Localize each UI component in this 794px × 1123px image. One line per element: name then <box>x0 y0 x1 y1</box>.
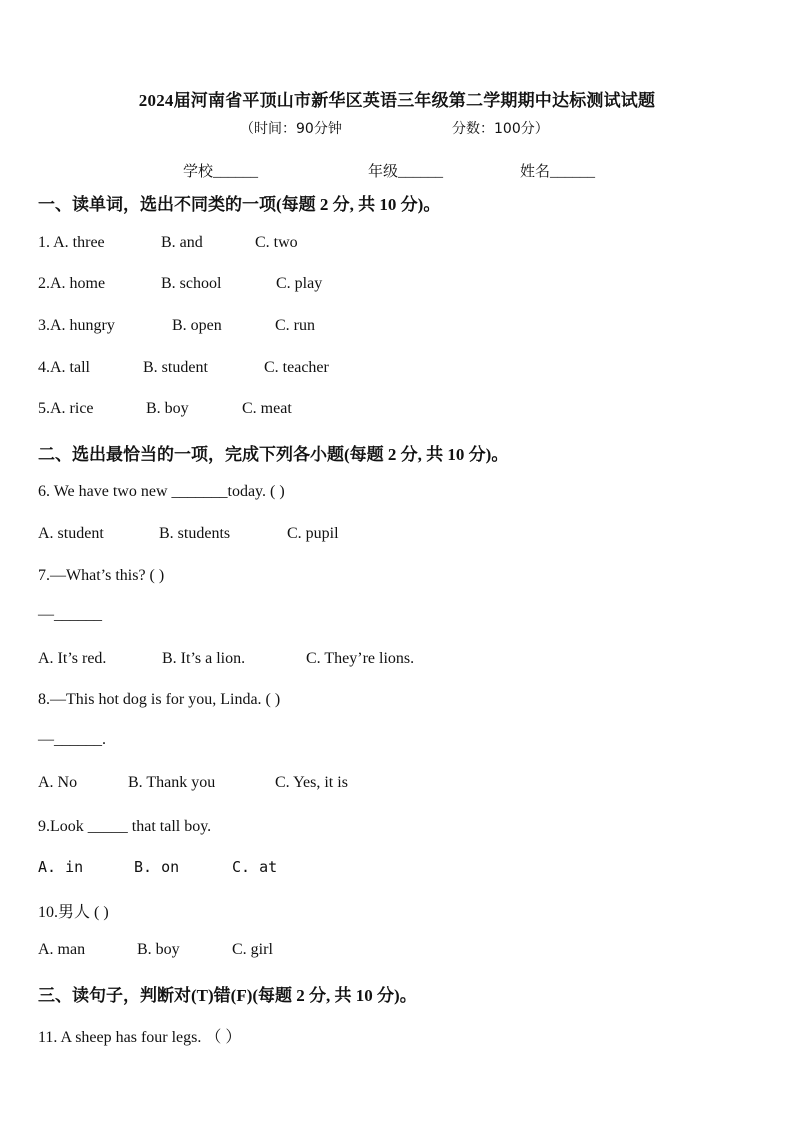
question-10-stem: 10.男人 ( ) <box>38 904 109 921</box>
q9-option-a: A. in <box>38 858 84 876</box>
q8-option-a: A. No <box>38 774 78 791</box>
question-6-stem: 6. We have two new _______today. ( ) <box>38 483 285 500</box>
question-7-answer-blank: —______ <box>38 606 102 623</box>
question-8-stem: 8.—This hot dog is for you, Linda. ( ) <box>38 691 281 708</box>
q6-option-c: C. pupil <box>287 525 339 542</box>
q9-text: 9.Look _____ that tall boy. <box>38 818 212 835</box>
question-7-stem: 7.—What’s this? ( ) <box>38 567 165 584</box>
q5-option-b: B. boy <box>146 400 189 417</box>
q3-option-a: 3.A. hungry <box>38 317 115 334</box>
q2-option-a: 2.A. home <box>38 275 106 292</box>
grade-field: 年级______ <box>368 164 444 180</box>
q6-option-b: B. students <box>159 525 231 542</box>
section1-heading: 一、读单词，选出不同类的一项(每题 2 分, 共 10 分)。 <box>38 195 441 214</box>
q5-option-a: 5.A. rice <box>38 400 94 417</box>
q6-option-a: A. student <box>38 525 104 542</box>
q1-option-c: C. two <box>255 234 298 251</box>
q3-option-c: C. run <box>275 317 315 334</box>
question-9-stem <box>38 817 211 836</box>
name-field: 姓名______ <box>520 164 596 180</box>
q9-option-b: B. on <box>134 858 180 876</box>
q7-option-c: C. They’re lions. <box>306 650 415 667</box>
q5-option-c: C. meat <box>242 400 292 417</box>
q4-option-b: B. student <box>143 359 208 376</box>
exam-time: （时间：90分钟 <box>240 121 342 137</box>
q7-option-a: A. It’s red. <box>38 650 107 667</box>
school-field: 学校______ <box>183 164 259 180</box>
q2-option-b: B. school <box>161 275 222 292</box>
q3-option-b: B. open <box>172 317 222 334</box>
q10-option-c: C. girl <box>232 941 273 958</box>
q10-option-a: A. man <box>38 941 86 958</box>
question-11: 11. A sheep has four legs. （ ） <box>38 1029 242 1046</box>
q2-option-c: C. play <box>276 275 323 292</box>
q8-option-c: C. Yes, it is <box>275 774 348 791</box>
q4-option-c: C. teacher <box>264 359 329 376</box>
exam-score: 分数：100分） <box>452 121 549 137</box>
q1-option-a: 1. A. three <box>38 234 105 251</box>
q9-option-c: C. at <box>232 858 278 876</box>
q4-option-a: 4.A. tall <box>38 359 90 376</box>
q8-option-b: B. Thank you <box>128 774 216 791</box>
q7-option-b: B. It’s a lion. <box>162 650 246 667</box>
q1-option-b: B. and <box>161 234 203 251</box>
section2-heading: 二、选出最恰当的一项，完成下列各小题(每题 2 分, 共 10 分)。 <box>38 445 509 464</box>
q10-option-b: B. boy <box>137 941 180 958</box>
page-title: 2024届河南省平顶山市新华区英语三年级第二学期期中达标测试试题 <box>138 91 656 110</box>
question-8-answer-blank: —______. <box>38 731 106 748</box>
section3-heading: 三、读句子，判断对(T)错(F)(每题 2 分, 共 10 分)。 <box>38 986 417 1005</box>
